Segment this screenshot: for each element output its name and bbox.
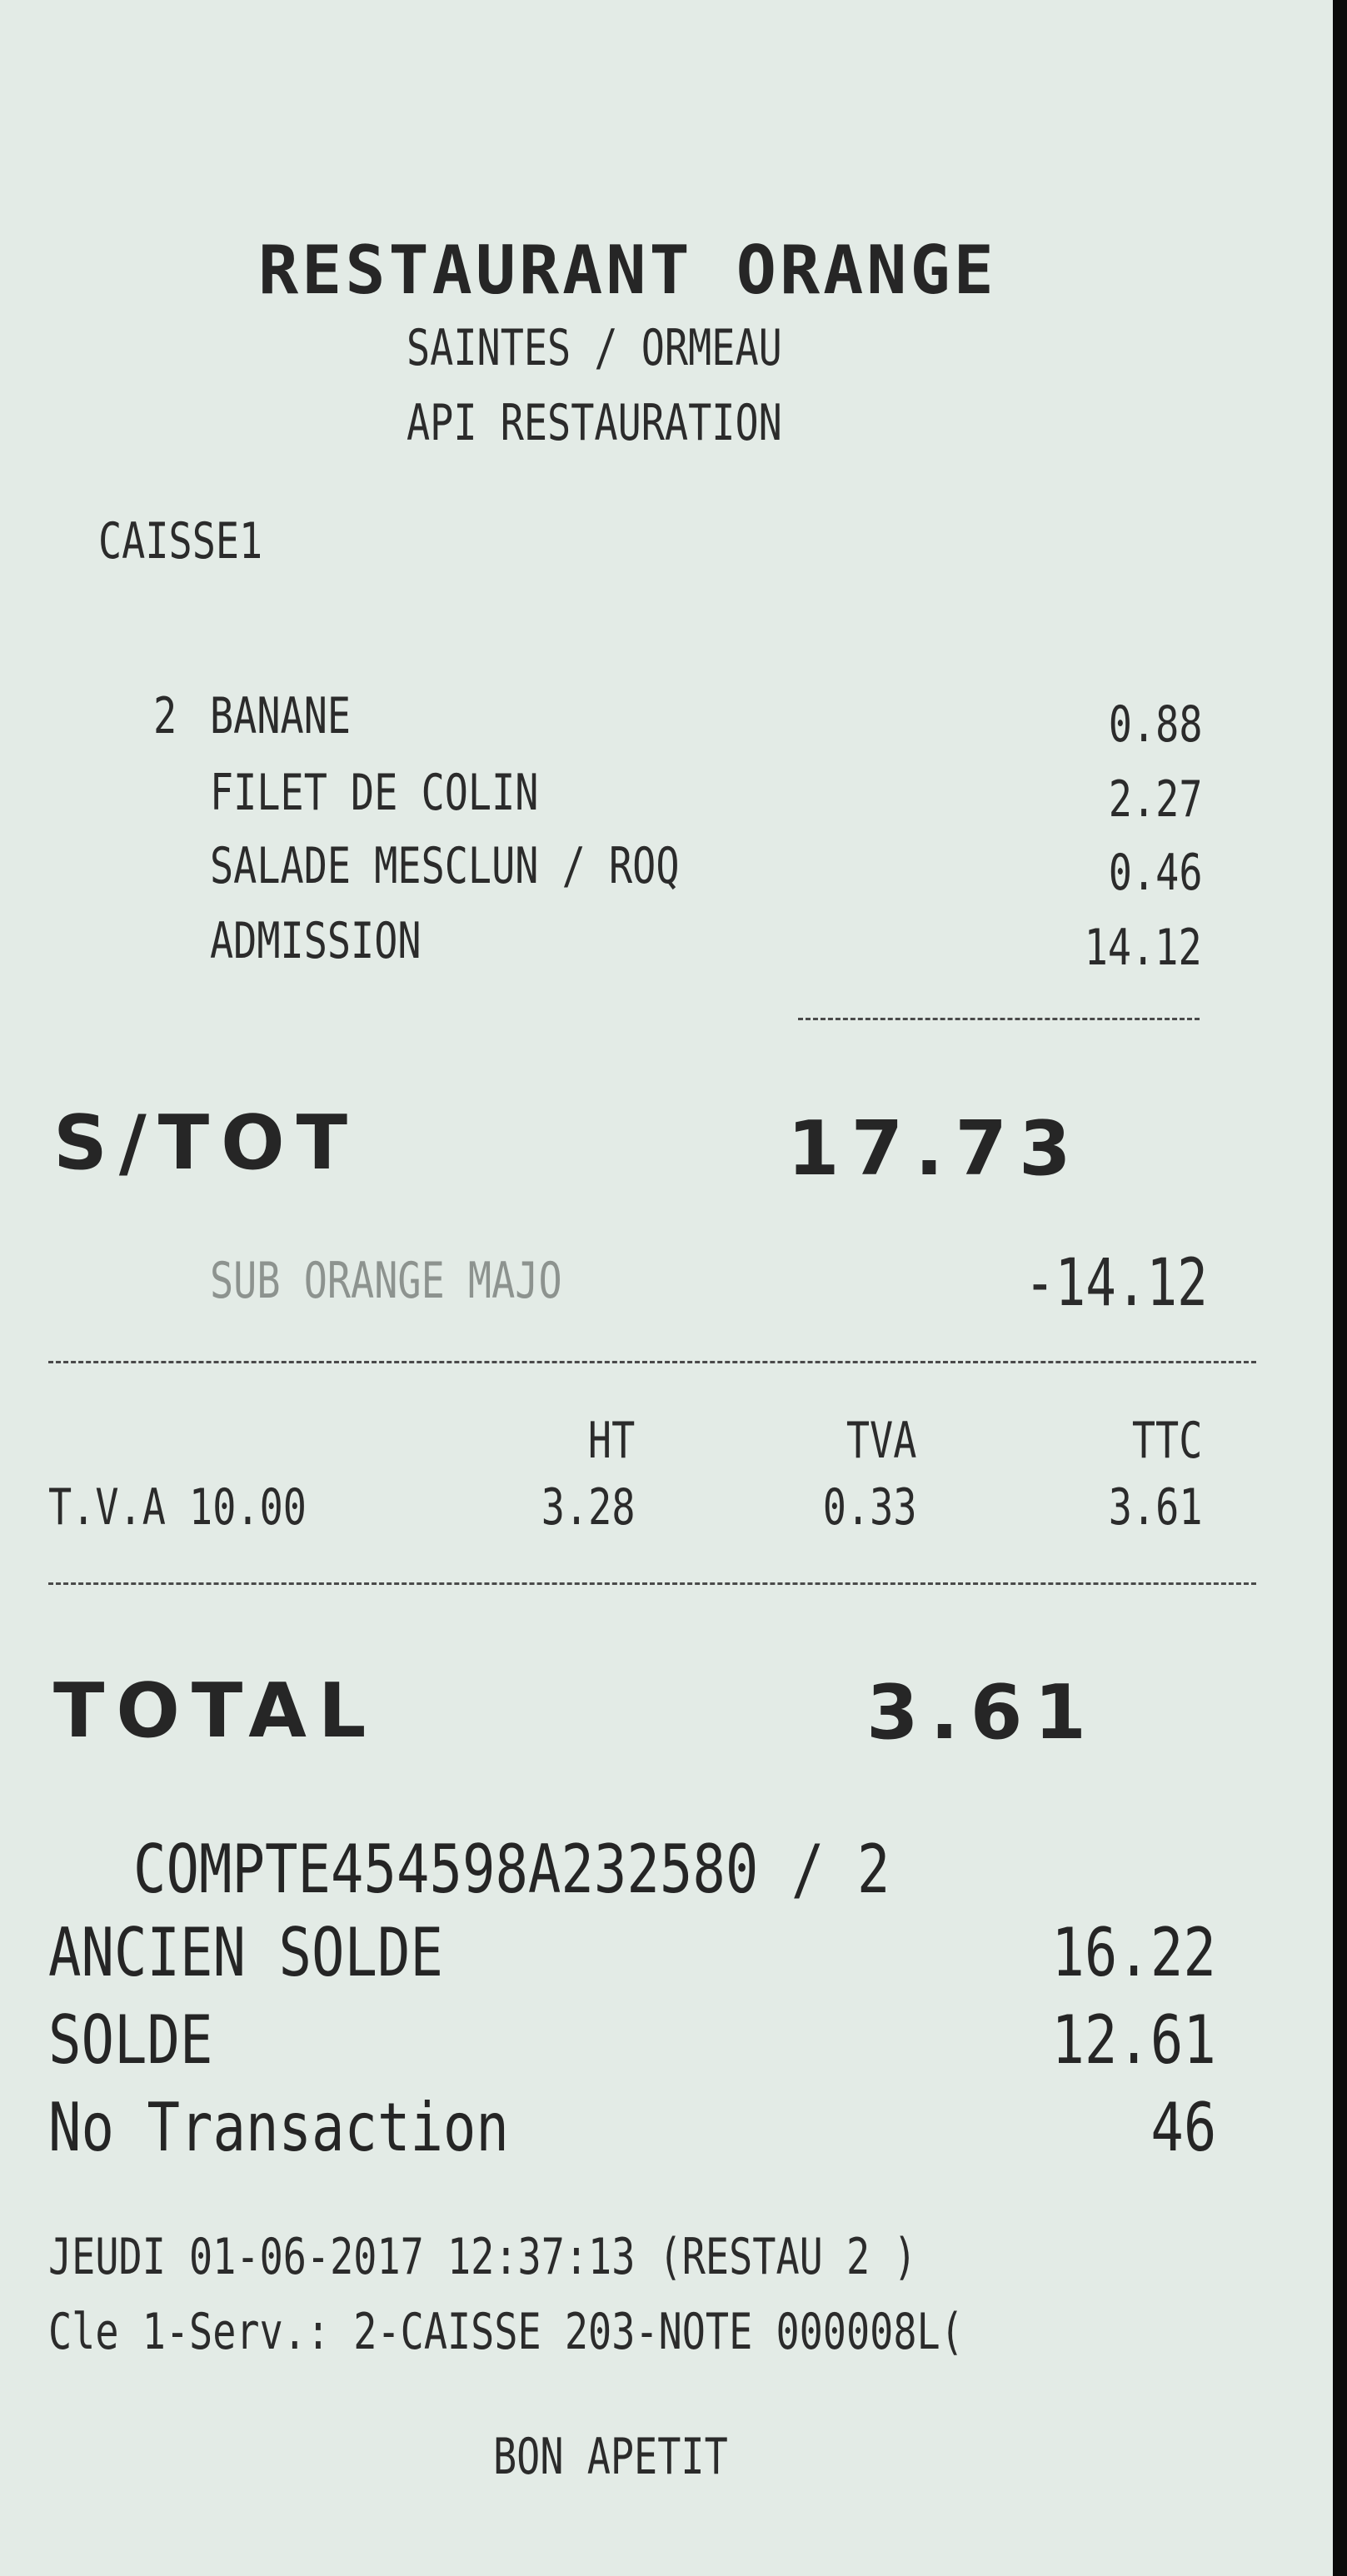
subtotal-label: S/TOT bbox=[53, 1099, 359, 1187]
item-name: SALADE MESCLUN / ROQ bbox=[210, 837, 680, 895]
item-price: 14.12 bbox=[1085, 919, 1202, 977]
location: SAINTES / ORMEAU bbox=[407, 319, 782, 377]
subsidy-value: -14.12 bbox=[1025, 1246, 1208, 1321]
tax-tva-value: 0.33 bbox=[822, 1478, 916, 1537]
item-price: 2.27 bbox=[1108, 770, 1202, 829]
tax-rate-label: T.V.A 10.00 bbox=[48, 1478, 307, 1537]
transaction-number: 46 bbox=[1150, 2089, 1216, 2166]
date-time-line: JEUDI 01-06-2017 12:37:13 (RESTAU 2 ) bbox=[48, 2228, 917, 2286]
service-line: Cle 1-Serv.: 2-CAISSE 203-NOTE 000008L( bbox=[48, 2303, 964, 2361]
item-name: BANANE bbox=[210, 687, 352, 745]
tax-ht-value: 3.28 bbox=[541, 1478, 635, 1537]
total-value: 3.61 bbox=[866, 1669, 1099, 1756]
divider bbox=[48, 1361, 1256, 1363]
greeting: BON APETIT bbox=[493, 2428, 728, 2486]
tax-header-ht: HT bbox=[587, 1412, 635, 1470]
total-label: TOTAL bbox=[53, 1667, 378, 1755]
tax-header-tva: TVA bbox=[846, 1412, 916, 1470]
previous-balance-value: 16.22 bbox=[1051, 1914, 1216, 1991]
item-qty: 2 bbox=[153, 687, 177, 745]
item-name: FILET DE COLIN bbox=[210, 764, 539, 822]
register-id: CAISSE1 bbox=[98, 512, 263, 571]
account-number: COMPTE454598A232580 / 2 bbox=[133, 1831, 891, 1908]
balance-label: SOLDE bbox=[48, 2001, 213, 2079]
divider bbox=[798, 1018, 1200, 1020]
company-name: API RESTAURATION bbox=[407, 394, 782, 452]
item-price: 0.46 bbox=[1108, 844, 1202, 902]
tax-ttc-value: 3.61 bbox=[1108, 1478, 1202, 1537]
restaurant-name: RESTAURANT ORANGE bbox=[258, 232, 997, 309]
transaction-label: No Transaction bbox=[48, 2089, 509, 2166]
subsidy-label: SUB ORANGE MAJO bbox=[210, 1252, 562, 1310]
previous-balance-label: ANCIEN SOLDE bbox=[48, 1914, 443, 1991]
item-name: ADMISSION bbox=[210, 912, 422, 970]
tax-header-ttc: TTC bbox=[1131, 1412, 1202, 1470]
item-price: 0.88 bbox=[1108, 695, 1202, 754]
subtotal-value: 17.73 bbox=[787, 1105, 1083, 1193]
divider bbox=[48, 1582, 1256, 1585]
balance-value: 12.61 bbox=[1051, 2001, 1216, 2079]
